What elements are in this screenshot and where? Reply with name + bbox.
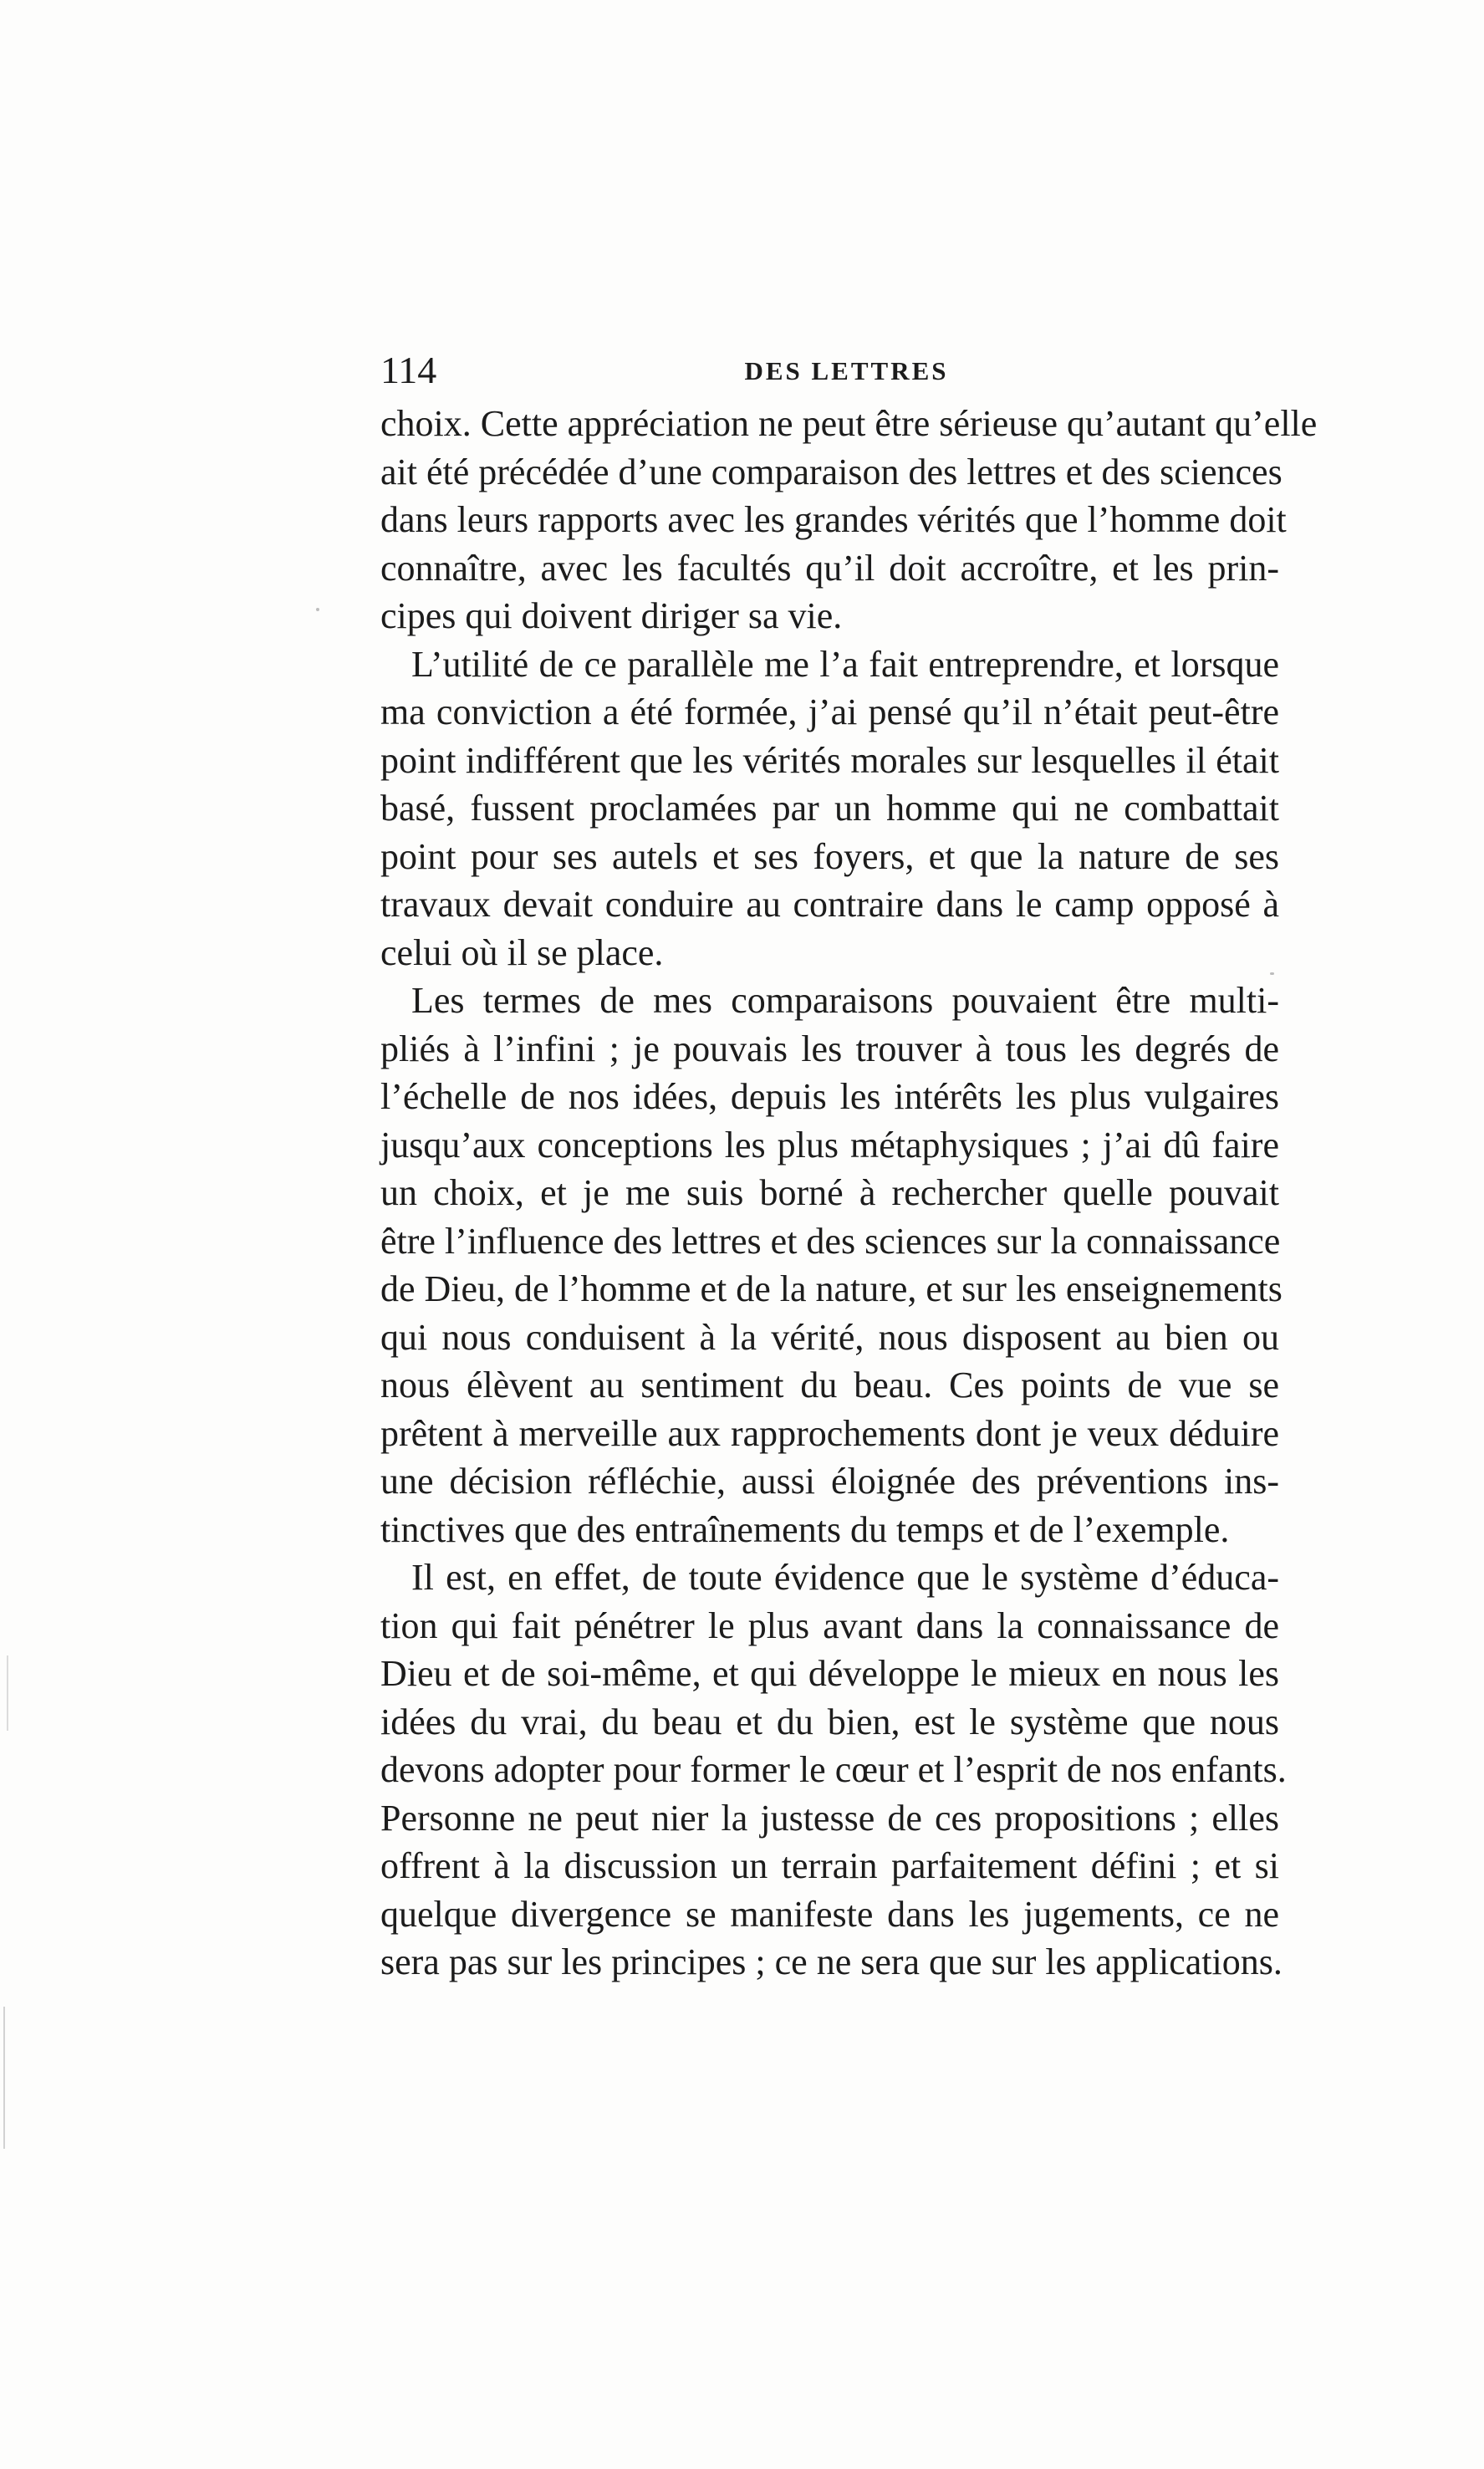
paragraph-4 (380, 1553, 1287, 1987)
paragraph-1 (380, 400, 1318, 640)
text-line: jusqu’aux conceptions les plus métaphysiques ; j’ai dû faire (380, 1124, 1279, 1166)
text-line: une décision réfléchie, aussi éloignée des préventions ins- (380, 1461, 1279, 1502)
text-line: point indifférent que les vérités morales sur lesquelles il était (380, 739, 1279, 781)
text-line: pliés à l’infini ; je pouvais les trouver à tous les degrés de (380, 1028, 1279, 1069)
scan-edge-noise (7, 1655, 8, 1731)
text-line: choix. Cette appréciation ne peut être sérieuse qu’autant qu’elle (380, 403, 1318, 444)
text-line: ma conviction a été formée, j’ai pensé qu’il n’était peut-être (380, 691, 1279, 732)
text-line: ait été précédée d’une comparaison des lettres et des sciences (380, 451, 1283, 492)
scan-speck (1270, 972, 1274, 975)
paragraph-3 (380, 977, 1283, 1553)
text-line: nous élèvent au sentiment du beau. Ces points de vue se (380, 1365, 1279, 1405)
text-line: offrent à la discussion un terrain parfaitement défini ; et si (380, 1845, 1279, 1886)
text-line: L’utilité de ce parallèle me l’a fait entreprendre, et lorsque (411, 643, 1279, 685)
text-line: Dieu et de soi-même, et qui développe le mieux en nous les (380, 1653, 1279, 1694)
text-line: de Dieu, de l’homme et de la nature, et sur les enseignements (380, 1268, 1283, 1309)
running-title: DES LETTRES (744, 356, 949, 385)
page-number: 114 (380, 349, 437, 391)
text-line: qui nous conduisent à la vérité, nous disposent au bien ou (380, 1316, 1279, 1358)
text-line: quelque divergence se manifeste dans les jugements, ce ne (380, 1893, 1279, 1935)
text-line: l’échelle de nos idées, depuis les intérêts les plus vulgaires (380, 1076, 1279, 1117)
text-line: prêtent à merveille aux rapprochements dont je veux déduire (380, 1412, 1279, 1454)
text-line: point pour ses autels et ses foyers, et que la nature de ses (380, 835, 1279, 877)
page-header (380, 347, 1279, 394)
scan-speck (316, 608, 319, 611)
text-line: idées du vrai, du beau et du bien, est le système que nous (380, 1701, 1279, 1742)
text-line: tinctives que des entraînements du temps et de l’exemple. (380, 1508, 1230, 1550)
body-text (380, 400, 1318, 1987)
text-line: connaître, avec les facultés qu’il doit accroître, et les prin- (380, 547, 1279, 589)
text-line: cipes qui doivent diriger sa vie. (380, 595, 843, 636)
text-line: un choix, et je me suis borné à rechercher quelle pouvait (380, 1172, 1279, 1213)
text-line: devons adopter pour former le cœur et l’esprit de nos enfants. (380, 1749, 1287, 1790)
scan-edge-noise (3, 2007, 5, 2149)
text-line: Il est, en effet, de toute évidence que le système d’éduca- (411, 1557, 1279, 1598)
text-line: travaux devait conduire au contraire dans le camp opposé à (380, 884, 1279, 925)
text-line: basé, fussent proclamées par un homme qui ne combattait (380, 788, 1279, 829)
text-line: celui où il se place. (380, 931, 664, 973)
text-line: être l’influence des lettres et des sciences sur la connaissance (380, 1220, 1281, 1262)
text-line: dans leurs rapports avec les grandes vérités que l’homme doit (380, 499, 1287, 540)
text-line: Personne ne peut nier la justesse de ces propositions ; elles (380, 1797, 1279, 1839)
paragraph-2 (380, 640, 1279, 977)
text-line: Les termes de mes comparaisons pouvaient être multi- (411, 980, 1279, 1021)
text-line: tion qui fait pénétrer le plus avant dans la connaissance de (380, 1604, 1279, 1646)
text-line: sera pas sur les principes ; ce ne sera que sur les applications. (380, 1941, 1283, 1982)
